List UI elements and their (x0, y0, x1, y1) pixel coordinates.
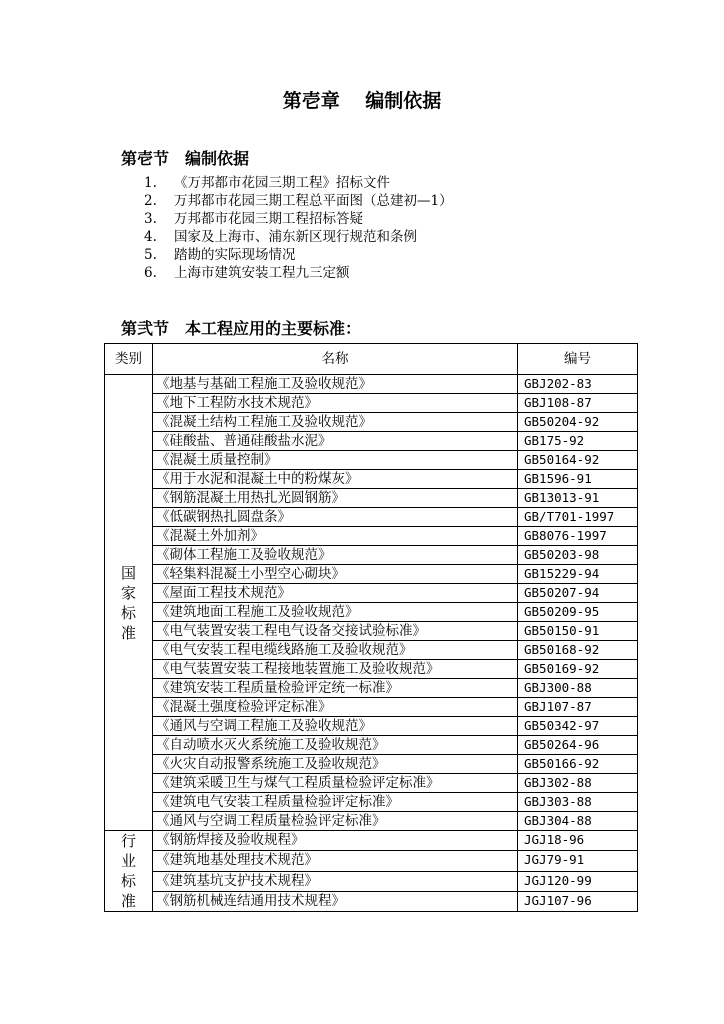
table-row (105, 698, 638, 717)
standard-code: GB50169-92 (518, 660, 638, 679)
standard-code: GBJ107-87 (518, 698, 638, 717)
table-row (105, 546, 638, 565)
basis-item-text: 踏勘的实际现场情况 (174, 247, 296, 263)
section2-title: 第弐节 本工程应用的主要标准： (121, 319, 362, 338)
category-char: 标 (120, 603, 136, 622)
standard-name: 《建筑地面工程施工及验收规范》 (153, 603, 518, 622)
basis-item-text: 上海市建筑安装工程九三定额 (174, 265, 350, 281)
standard-name: 《混凝土结构工程施工及验收规范》 (153, 413, 518, 432)
table-row (105, 565, 638, 584)
basis-item-number: 1. (144, 175, 157, 191)
standards-table (104, 343, 638, 912)
table-row (105, 774, 638, 793)
table-row (105, 622, 638, 641)
table-row (105, 736, 638, 755)
national-standards-group (105, 375, 638, 831)
basis-item (144, 174, 453, 192)
basis-item-number: 3. (144, 211, 157, 227)
basis-item-text: 万邦都市花园三期工程招标答疑 (174, 211, 363, 227)
table-row (105, 508, 638, 527)
standard-code: GBJ202-83 (518, 375, 638, 394)
standard-name: 《电气装置安装工程电气设备交接试验标准》 (153, 622, 518, 641)
table-row (105, 413, 638, 432)
standard-name: 《砌体工程施工及验收规范》 (153, 546, 518, 565)
basis-item (144, 228, 453, 246)
table-row (105, 584, 638, 603)
category-cell (105, 831, 153, 912)
standard-name: 《建筑基坑支护技术规程》 (153, 871, 518, 891)
standard-code: GBJ303-88 (518, 793, 638, 812)
standard-code: GB50207-94 (518, 584, 638, 603)
standard-name: 《通风与空调工程质量检验评定标准》 (153, 812, 518, 831)
standard-name: 《钢筋焊接及验收规程》 (153, 831, 518, 851)
table-row (105, 812, 638, 831)
standard-name: 《通风与空调工程施工及验收规范》 (153, 717, 518, 736)
standard-name: 《硅酸盐、普通硅酸盐水泥》 (153, 432, 518, 451)
category-char: 标 (120, 872, 136, 890)
basis-item-text: 《万邦都市花园三期工程》招标文件 (174, 175, 390, 191)
standard-code: JGJ18-96 (518, 831, 638, 851)
category-char: 准 (120, 892, 136, 910)
basis-item (144, 246, 453, 264)
table-row (105, 660, 638, 679)
standard-code: GB50204-92 (518, 413, 638, 432)
table-row (105, 432, 638, 451)
standard-code: JGJ79-91 (518, 851, 638, 871)
basis-item-text: 万邦都市花园三期工程总平面图（总建初—1） (174, 193, 453, 209)
standard-name: 《电气安装工程电缆线路施工及验收规范》 (153, 641, 518, 660)
standard-name: 《低碳钢热扎圆盘条》 (153, 508, 518, 527)
standard-name: 《混凝土外加剂》 (153, 527, 518, 546)
table-row (105, 891, 638, 911)
table-row (105, 394, 638, 413)
standard-name: 《建筑安装工程质量检验评定统一标准》 (153, 679, 518, 698)
industry-standards-group (105, 831, 638, 912)
basis-item-text: 国家及上海市、浦东新区现行规范和条例 (174, 229, 417, 245)
table-row (105, 451, 638, 470)
table-row (105, 603, 638, 622)
table-row (105, 871, 638, 891)
table-row (105, 470, 638, 489)
header-category: 类别 (105, 344, 153, 375)
basis-item-number: 4. (144, 229, 157, 245)
header-name: 名称 (153, 344, 518, 375)
basis-item (144, 192, 453, 210)
standard-name: 《建筑电气安装工程质量检验评定标准》 (153, 793, 518, 812)
standard-name: 《电气装置安装工程接地装置施工及验收规范》 (153, 660, 518, 679)
standard-code: JGJ107-96 (518, 891, 638, 911)
basis-item (144, 210, 453, 228)
table-row (105, 527, 638, 546)
standard-code: GB50150-91 (518, 622, 638, 641)
standard-code: GBJ108-87 (518, 394, 638, 413)
standard-name: 《用于水泥和混凝土中的粉煤灰》 (153, 470, 518, 489)
basis-list (144, 174, 453, 282)
standard-code: GB50164-92 (518, 451, 638, 470)
standard-name: 《地基与基础工程施工及验收规范》 (153, 375, 518, 394)
table-row (105, 679, 638, 698)
table-row (105, 489, 638, 508)
standard-code: GB8076-1997 (518, 527, 638, 546)
standard-code: GB1596-91 (518, 470, 638, 489)
table-row (105, 793, 638, 812)
standard-code: GB50342-97 (518, 717, 638, 736)
standard-name: 《屋面工程技术规范》 (153, 584, 518, 603)
category-char: 国 (120, 563, 136, 582)
standard-code: GB175-92 (518, 432, 638, 451)
basis-item-number: 5. (144, 247, 157, 263)
standard-name: 《建筑采暖卫生与煤气工程质量检验评定标准》 (153, 774, 518, 793)
section1-title: 第壱节 编制依据 (121, 149, 250, 168)
table-row (105, 851, 638, 871)
category-char: 准 (120, 623, 136, 642)
basis-item-number: 6. (144, 265, 157, 281)
chapter-title: 第壱章 编制依据 (282, 90, 442, 112)
header-code: 编号 (518, 344, 638, 375)
standard-code: GB50168-92 (518, 641, 638, 660)
standard-code: GBJ302-88 (518, 774, 638, 793)
standard-code: GB50166-92 (518, 755, 638, 774)
standard-code: GB/T701-1997 (518, 508, 638, 527)
standard-name: 《轻集料混凝土小型空心砌块》 (153, 565, 518, 584)
standard-name: 《火灾自动报警系统施工及验收规范》 (153, 755, 518, 774)
category-char: 业 (120, 852, 136, 870)
standard-code: JGJ120-99 (518, 871, 638, 891)
standard-code: GB50264-96 (518, 736, 638, 755)
category-char: 行 (120, 832, 136, 850)
table-row (105, 641, 638, 660)
standard-name: 《混凝土质量控制》 (153, 451, 518, 470)
standard-code: GB13013-91 (518, 489, 638, 508)
standard-name: 《建筑地基处理技术规范》 (153, 851, 518, 871)
category-cell (105, 375, 153, 831)
table-row (105, 755, 638, 774)
category-char: 家 (120, 583, 136, 602)
standard-name: 《自动喷水灭火系统施工及验收规范》 (153, 736, 518, 755)
table-row (105, 831, 638, 851)
standard-name: 《钢筋混凝土用热扎光圆钢筋》 (153, 489, 518, 508)
basis-item (144, 264, 453, 282)
standard-name: 《地下工程防水技术规范》 (153, 394, 518, 413)
table-row (105, 717, 638, 736)
standard-code: GB50203-98 (518, 546, 638, 565)
standard-name: 《钢筋机械连结通用技术规程》 (153, 891, 518, 911)
standard-code: GBJ304-88 (518, 812, 638, 831)
table-row (105, 375, 638, 394)
table-header-row (105, 344, 638, 375)
basis-item-number: 2. (144, 193, 157, 209)
standard-code: GBJ300-88 (518, 679, 638, 698)
standard-code: GB50209-95 (518, 603, 638, 622)
standard-code: GB15229-94 (518, 565, 638, 584)
standard-name: 《混凝土强度检验评定标准》 (153, 698, 518, 717)
